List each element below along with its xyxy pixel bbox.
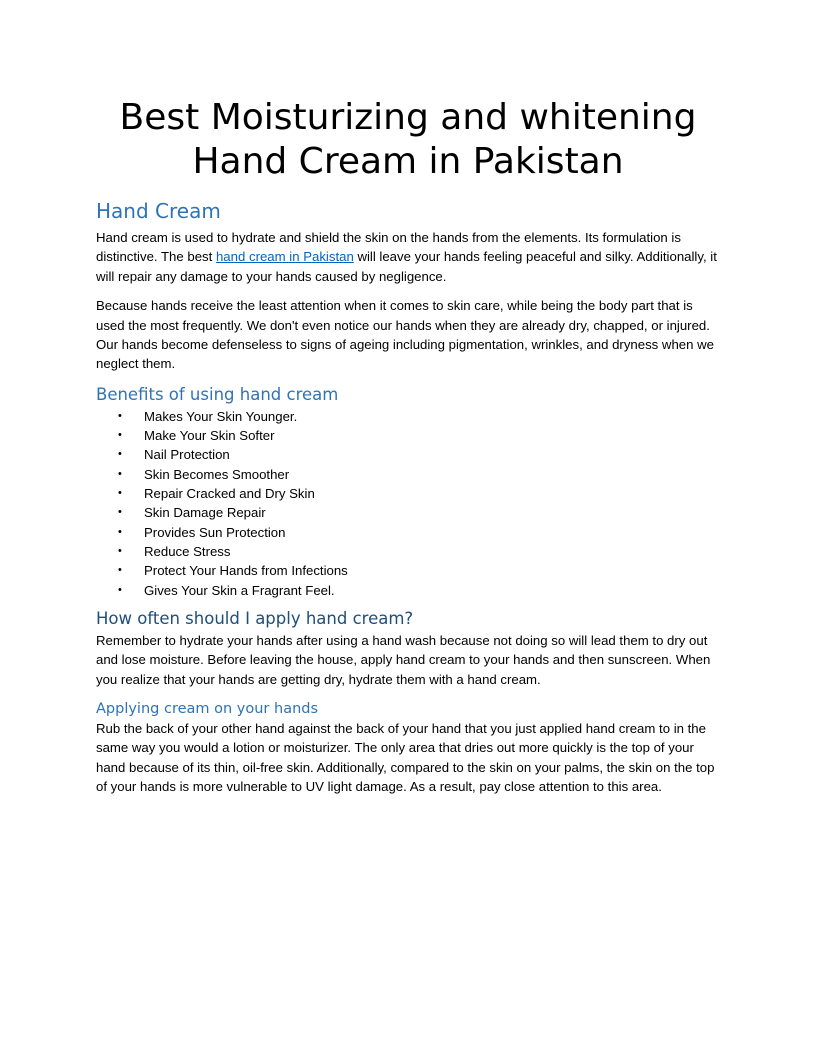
heading-benefits: Benefits of using hand cream (96, 384, 339, 404)
list-item (96, 407, 720, 426)
bullet-icon: • (118, 525, 122, 538)
bullet-icon: • (118, 409, 122, 422)
list-item (96, 484, 720, 503)
bullet-icon: • (118, 487, 122, 500)
list-item (96, 426, 720, 445)
list-item-text: Nail Protection (144, 447, 230, 463)
intro-paragraph (96, 228, 720, 286)
neglect-paragraph: Because hands receive the least attention when it comes to skin care, while being the body part that is used the most frequently. We don't even notice our hands when they are already dry, chapped, or injured. Our hands become defenseless to signs of ageing including pigmentation, wrinkles, and dryness when we neglect them. (96, 298, 714, 372)
document-body (96, 196, 720, 807)
list-item (96, 445, 720, 464)
list-item-text: Skin Becomes Smoother (144, 466, 290, 482)
applying-paragraph: Rub the back of your other hand against the back of your hand that you just applied hand cream to in the same way you would a lotion or moisturizer. The only area that dries out more quickly is the top of your hand because of its thin, oil-free skin. Additionally, compared to the skin on your palms, the skin on the top of your hands is more vulnerable to UV light damage. As a result, pay close attention to this area. (96, 721, 715, 795)
bullet-icon: • (118, 429, 122, 442)
bullet-icon: • (118, 467, 122, 480)
heading-how-often: How often should I apply hand cream? (96, 608, 414, 628)
list-item-text: Provides Sun Protection (144, 524, 286, 540)
list-item-text: Repair Cracked and Dry Skin (144, 486, 315, 502)
list-item-text: Gives Your Skin a Fragrant Feel. (144, 582, 335, 598)
list-item (96, 542, 720, 561)
list-item (96, 465, 720, 484)
list-item (96, 561, 720, 580)
benefits-list (96, 407, 720, 600)
bullet-icon: • (118, 448, 122, 461)
hand-cream-pakistan-link[interactable]: hand cream in Pakistan (215, 249, 354, 265)
heading-applying-cream: Applying cream on your hands (96, 701, 319, 718)
list-item (96, 523, 720, 542)
list-item-text: Protect Your Hands from Infections (144, 563, 348, 579)
document-title: Best Moisturizing and whitening Hand Cream in Pakistan (119, 97, 697, 182)
list-item-text: Make Your Skin Softer (144, 428, 275, 444)
bullet-icon: • (118, 564, 122, 577)
bullet-icon: • (118, 583, 122, 596)
list-item (96, 581, 720, 600)
bullet-icon: • (118, 506, 122, 519)
bullet-icon: • (118, 544, 122, 557)
how-often-paragraph: Remember to hydrate your hands after using a hand wash because not doing so will lead them to dry out and lose moisture. Before leaving the house, apply hand cream to your hands and then sunscreen. When you realize that your hands are getting dry, hydrate them with a hand cream. (96, 632, 711, 687)
list-item-text: Skin Damage Repair (144, 505, 266, 521)
list-item (96, 503, 720, 522)
heading-hand-cream: Hand Cream (96, 199, 221, 223)
intro-text-before-link: Hand cream is used to hydrate and shield the skin on the hands from the elements. Its formulation is distinctive. The best (96, 230, 681, 265)
list-item-text: Makes Your Skin Younger. (144, 408, 298, 424)
list-item-text: Reduce Stress (144, 543, 231, 559)
intro-text-after-link: will leave your hands feeling peaceful and silky. Additionally, it will repair any damage to your hands caused by negligence. (96, 249, 717, 284)
